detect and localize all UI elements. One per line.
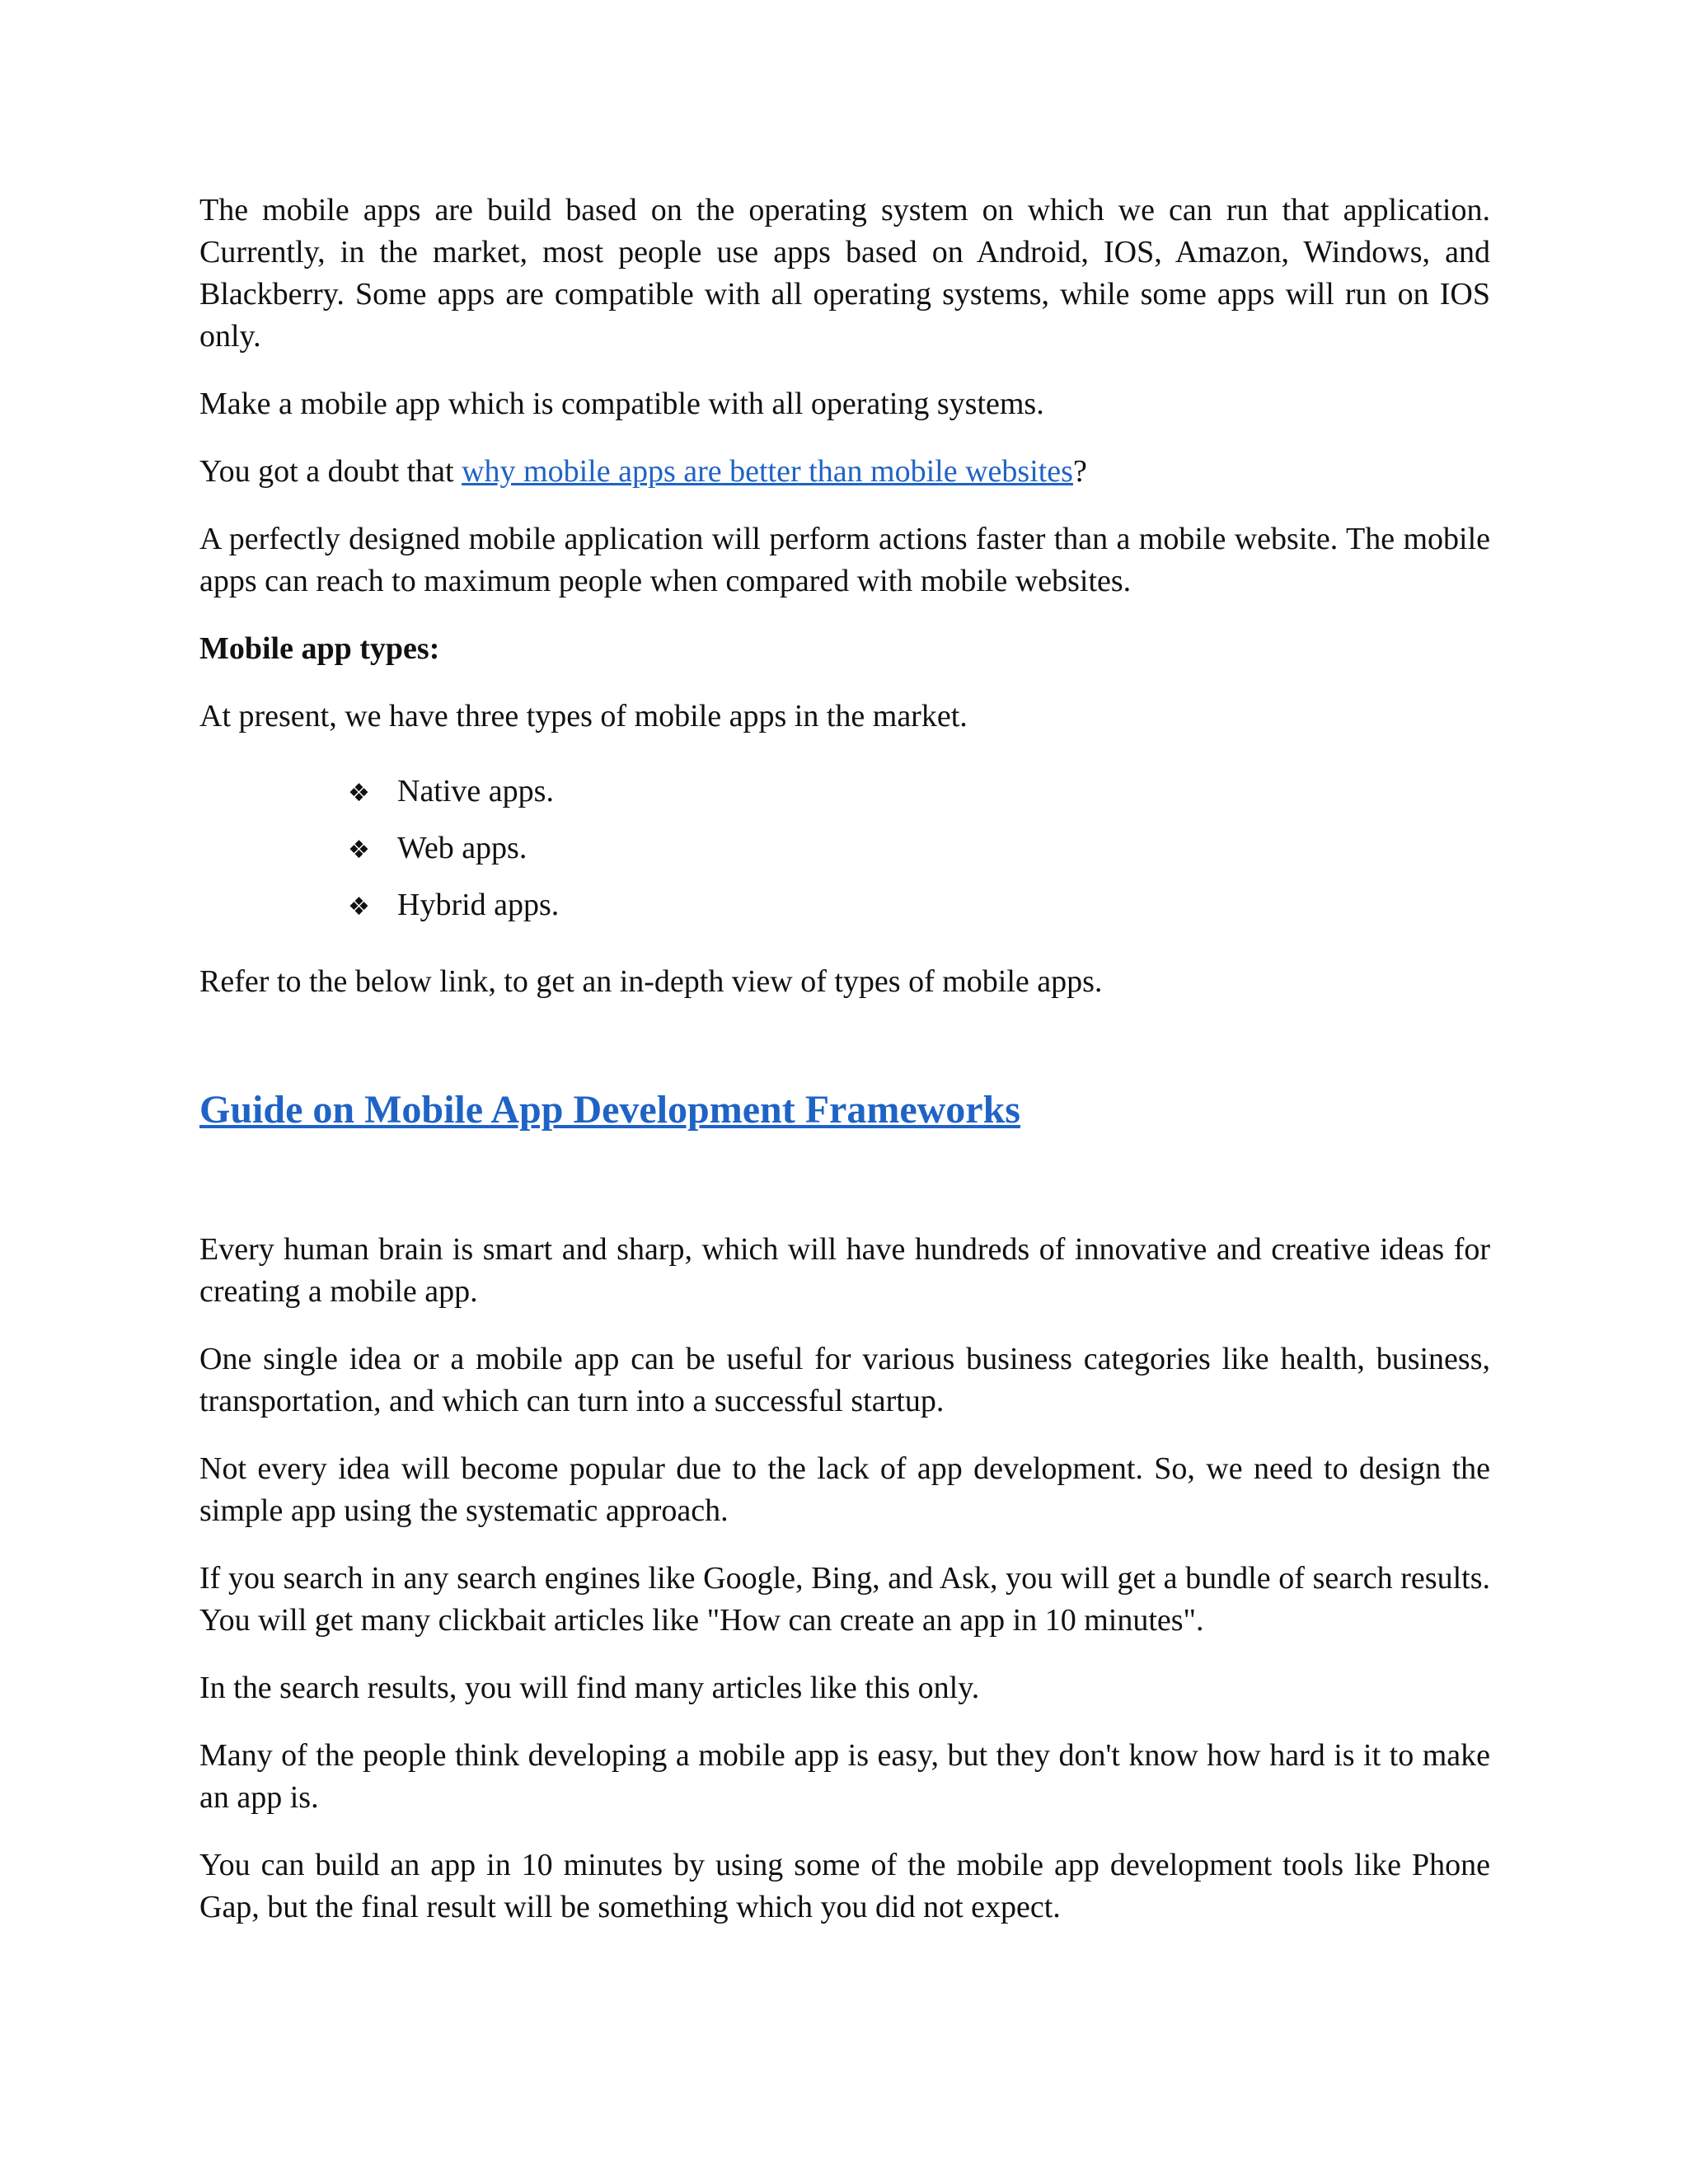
body-paragraph-business-categories: One single idea or a mobile app can be useful for various business categories like health, business, transportation, and which can turn into a successful startup. (199, 1342, 1490, 1418)
doubt-suffix: ? (1072, 454, 1087, 489)
doubt-prefix: You got a doubt that (199, 454, 462, 489)
body-paragraph-similar-articles: In the search results, you will find many articles like this only. (199, 1671, 980, 1705)
app-type-label-hybrid: Hybrid apps. (397, 888, 560, 922)
app-type-list-item-hybrid (348, 877, 1490, 934)
diamond-bullet-icon: ❖ (348, 836, 370, 865)
app-types-list (199, 763, 1490, 934)
performance-paragraph: A perfectly designed mobile application will perform actions faster than a mobile website. The mobile apps can reach to maximum people when compared with mobile websites. (199, 522, 1490, 598)
refer-link-paragraph: Refer to the below link, to get an in-depth view of types of mobile apps. (199, 964, 1103, 999)
intro-paragraph-operating-systems: The mobile apps are build based on the operating system on which we can run that application. Currently, in the market, most people use apps based on Android, IOS, Amazon, Windows, and Blackberry. Some apps are compatible with all operating systems, while some apps will run on IOS only. (199, 193, 1490, 354)
app-type-list-item-web (348, 820, 1490, 877)
body-paragraph-search-results: If you search in any search engines like Google, Bing, and Ask, you will get a bundle of search results. You will get many clickbait articles like "How can create an app in 10 minutes". (199, 1561, 1490, 1638)
body-paragraph-creative-ideas: Every human brain is smart and sharp, which will have hundreds of innovative and creative ideas for creating a mobile app. (199, 1232, 1490, 1309)
mobile-app-types-heading: Mobile app types: (199, 631, 440, 666)
doubt-paragraph (199, 451, 1490, 493)
document-content (199, 190, 1490, 1954)
app-type-label-native: Native apps. (397, 774, 554, 808)
mobile-apps-vs-websites-link[interactable]: why mobile apps are better than mobile websites (462, 454, 1073, 489)
body-paragraph-phonegap: You can build an app in 10 minutes by using some of the mobile app development tools like Phone Gap, but the final result will be something which you did not expect. (199, 1848, 1490, 1924)
app-type-list-item-native (348, 763, 1490, 820)
diamond-bullet-icon: ❖ (348, 779, 370, 808)
mobile-app-frameworks-section-title-link[interactable]: Guide on Mobile App Development Frameworks (199, 1088, 1020, 1132)
intro-paragraph-compatibility: Make a mobile app which is compatible with all operating systems. (199, 387, 1044, 421)
types-intro-paragraph: At present, we have three types of mobile apps in the market. (199, 699, 968, 733)
body-paragraph-development-difficulty: Many of the people think developing a mobile app is easy, but they don't know how hard is it to make an app is. (199, 1738, 1490, 1815)
diamond-bullet-icon: ❖ (348, 893, 370, 921)
body-paragraph-systematic-approach: Not every idea will become popular due to the lack of app development. So, we need to design the simple app using the systematic approach. (199, 1451, 1490, 1528)
app-type-label-web: Web apps. (397, 831, 528, 865)
